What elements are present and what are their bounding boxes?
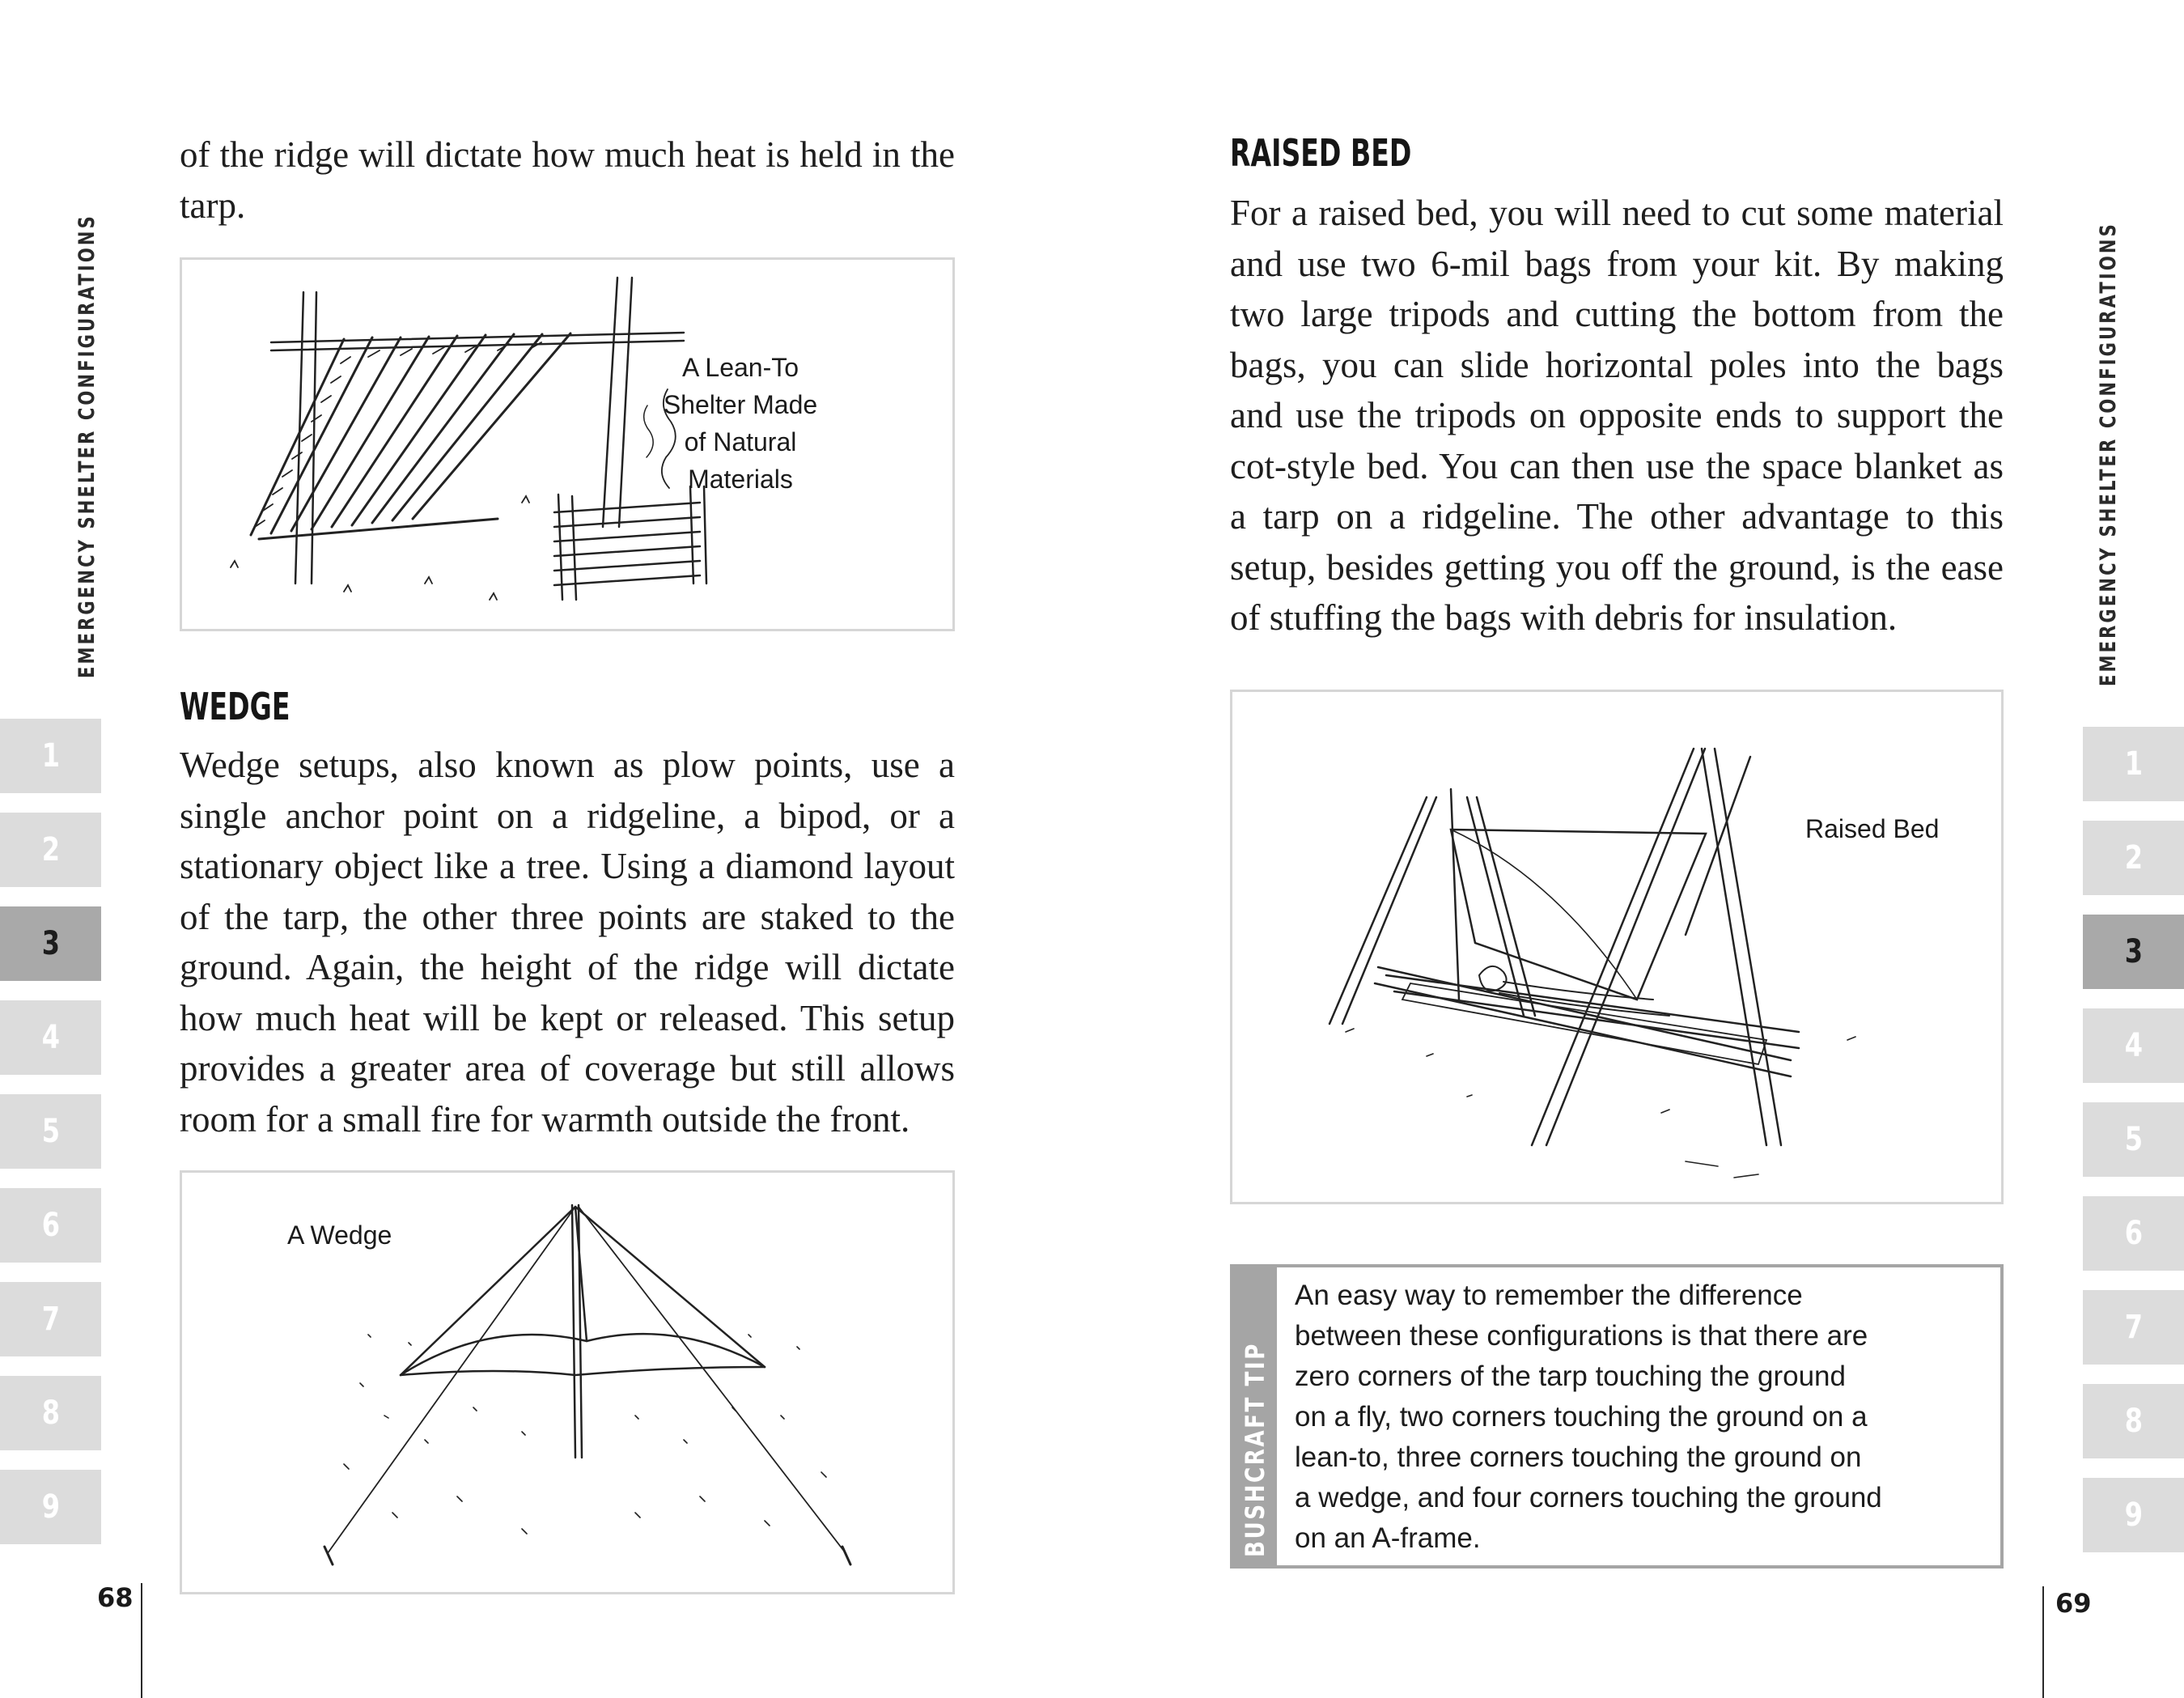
chapter-tab-8[interactable]: 8: [0, 1376, 101, 1450]
figure-raised-bed: [1230, 690, 2004, 1204]
wedge-paragraph: Wedge setups, also known as plow points, use a single anchor point on a ridgeline, a bipod, or a stationary object like a tree. Using a diamond layout of the tarp, the other three points are staked to the ground. Again, the height of the ridge will dictate how much heat will be kept or released. This setup provides a greater area of coverage but still allows room for a small fire for warmth outside the front.: [180, 745, 955, 1140]
figure-raised-bed-caption: Raised Bed: [1805, 814, 1940, 843]
page-number-right: 69: [2055, 1588, 2092, 1619]
chapter-tab-9[interactable]: 9: [2083, 1478, 2184, 1552]
tip-line: zero corners of the tarp touching the ground: [1295, 1361, 1846, 1392]
tip-line: on a fly, two corners touching the ground on a: [1295, 1401, 1868, 1433]
figure-lean-to: [180, 257, 955, 631]
figure-lean-to-caption: A Lean-To Shelter Made of Natural Materials: [663, 353, 818, 494]
wedge-heading: WEDGE: [180, 685, 290, 728]
chapter-tab-4[interactable]: 4: [2083, 1008, 2184, 1083]
tip-line: a wedge, and four corners touching the ground: [1295, 1482, 1882, 1513]
page-number-left: 68: [97, 1582, 134, 1613]
lean-to-illustration: [182, 260, 952, 629]
chapter-tab-1[interactable]: 1: [2083, 727, 2184, 801]
chapter-tab-6[interactable]: 6: [0, 1188, 101, 1263]
intro-paragraph: of the ridge will dictate how much heat is held in the tarp.: [180, 134, 955, 226]
chapter-tab-7[interactable]: 7: [0, 1282, 101, 1356]
folio-rule-right: [2042, 1586, 2044, 1698]
chapter-tab-5[interactable]: 5: [0, 1094, 101, 1169]
right-page: [1092, 0, 2184, 1698]
chapter-tab-8[interactable]: 8: [2083, 1384, 2184, 1458]
chapter-tab-6[interactable]: 6: [2083, 1196, 2184, 1271]
figure-wedge: [180, 1170, 955, 1594]
raised-bed-paragraph: For a raised bed, you will need to cut some material and use two 6-mil bags from your kit. By making two large tripods and cutting the bottom from the bags, you can slide horizontal poles into the bags and use the tripods on opposite ends to support the cot-style bed. You can then use the space blanket as a tarp on a ridgeline. The other advantage to this setup, besides getting you off the ground, is the ease of stuffing the bags with debris for insulation.: [1230, 193, 2004, 638]
chapter-tab-4[interactable]: 4: [0, 1000, 101, 1075]
chapter-tab-5[interactable]: 5: [2083, 1102, 2184, 1177]
running-head-left: EMERGENCY SHELTER CONFIGURATIONS: [74, 214, 100, 678]
tip-label: BUSHCRAFT TIP: [1240, 1342, 1270, 1557]
raised-bed-illustration: [1232, 692, 2001, 1202]
chapter-tab-1[interactable]: 1: [0, 719, 101, 793]
running-head-right: EMERGENCY SHELTER CONFIGURATIONS: [2096, 222, 2121, 686]
tip-line: An easy way to remember the difference: [1295, 1280, 1803, 1311]
chapter-tab-9[interactable]: 9: [0, 1470, 101, 1544]
tip-line: between these configurations is that there are: [1295, 1320, 1868, 1352]
tip-line: lean-to, three corners touching the ground on: [1295, 1441, 1862, 1473]
raised-bed-heading: RAISED BED: [1230, 131, 1412, 175]
chapter-tab-2[interactable]: 2: [0, 813, 101, 887]
figure-wedge-caption: A Wedge: [287, 1220, 392, 1250]
tip-line: on an A-frame.: [1295, 1522, 1481, 1554]
chapter-tab-2[interactable]: 2: [2083, 821, 2184, 895]
chapter-tab-3[interactable]: 3: [0, 906, 101, 981]
bushcraft-tip-box: [1230, 1264, 2004, 1569]
chapter-tab-7[interactable]: 7: [2083, 1290, 2184, 1365]
chapter-tab-3[interactable]: 3: [2083, 915, 2184, 989]
folio-rule-left: [141, 1583, 142, 1698]
